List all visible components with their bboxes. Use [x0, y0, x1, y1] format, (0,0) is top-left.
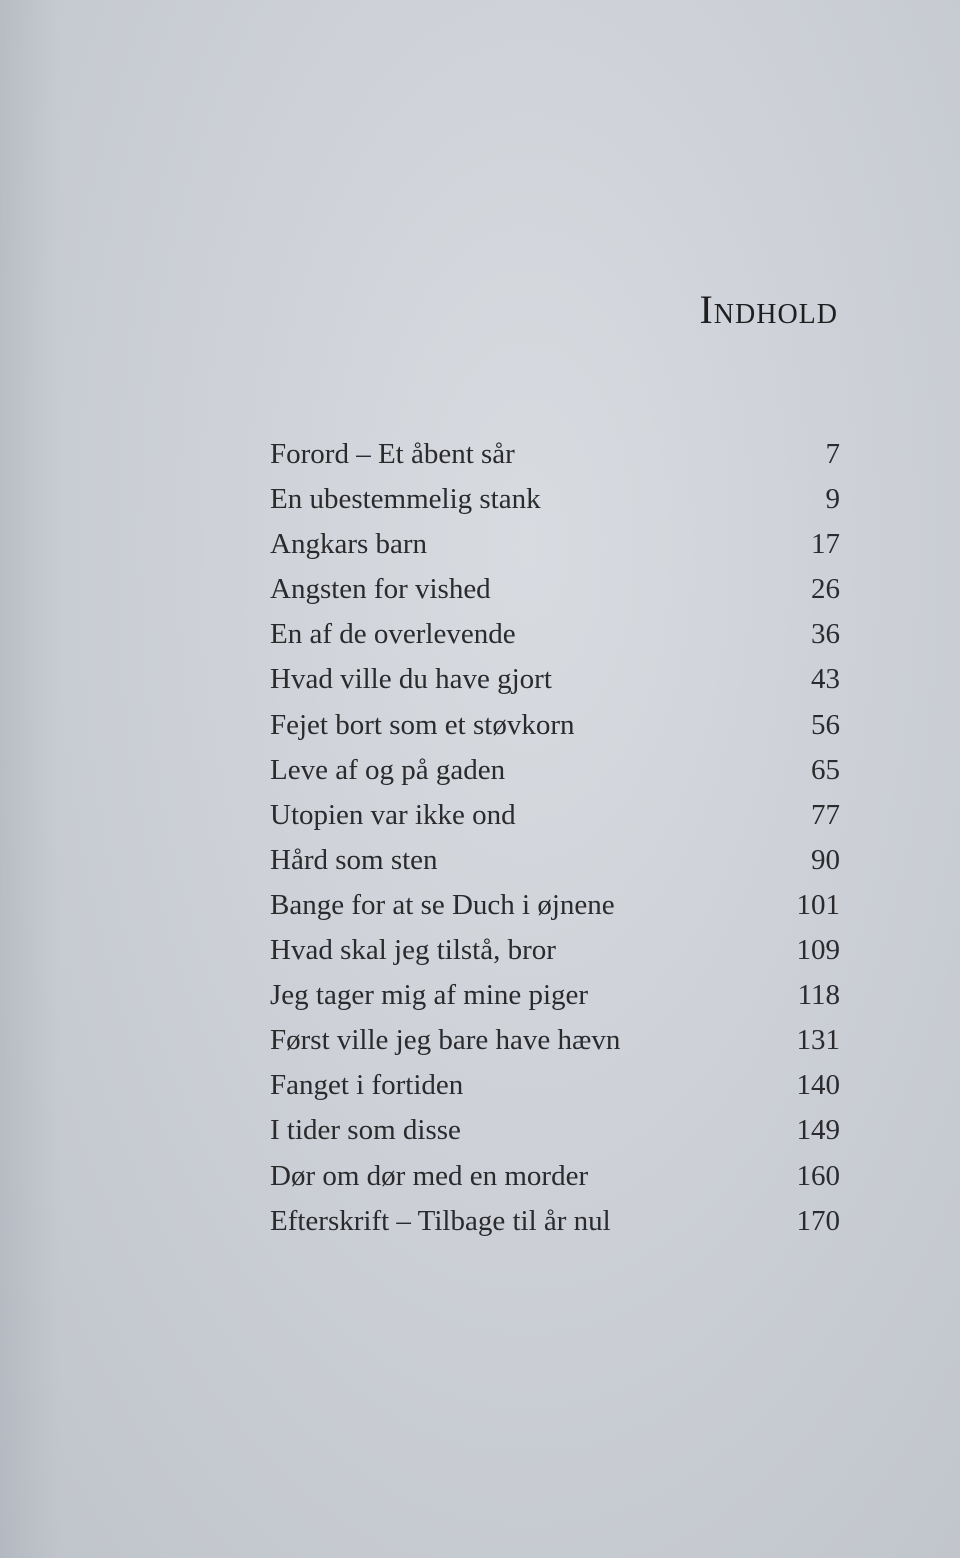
toc-entry-page: 17 [811, 528, 840, 561]
toc-entry-page: 90 [811, 843, 840, 876]
toc-entry-page: 170 [796, 1204, 840, 1237]
toc-entry-page: 101 [796, 888, 840, 921]
toc-entry-page: 131 [796, 1024, 840, 1057]
toc-entry [270, 612, 840, 657]
toc-entry [270, 838, 840, 883]
toc-entry-page: 77 [811, 798, 840, 831]
toc-entry [270, 657, 840, 702]
toc-entry-title: Dør om dør med en morder [270, 1159, 589, 1192]
toc-entry-title: Utopien var ikke ond [270, 798, 516, 831]
toc-entry [270, 1199, 840, 1244]
toc-entry [270, 793, 840, 838]
toc-entry [270, 522, 840, 567]
toc-entry-page: 26 [811, 573, 840, 606]
toc-entry [270, 477, 840, 522]
toc-entry-title: Forord – Et åbent sår [270, 438, 515, 470]
toc-entry-title: Først ville jeg bare have hævn [270, 1024, 621, 1057]
toc-entry-page: 36 [811, 618, 840, 651]
toc-entry-page: 9 [825, 483, 840, 516]
toc-entry [270, 567, 840, 612]
toc-entry [270, 748, 840, 793]
toc-entry-title: Efterskrift – Tilbage til år nul [270, 1204, 611, 1237]
toc-entry-page: 118 [797, 979, 840, 1012]
toc-entry [270, 432, 840, 477]
toc-entry-title: Angkars barn [270, 528, 428, 561]
toc-entry [270, 703, 840, 748]
toc-entry-page: 149 [796, 1114, 840, 1147]
toc-entry-page: 7 [825, 438, 840, 470]
toc-entry-title: Fanget i fortiden [270, 1069, 464, 1102]
toc-entry-page: 109 [796, 934, 840, 967]
toc-entry-title: Fejet bort som et støvkorn [270, 708, 575, 741]
toc-entry-title: Hvad skal jeg tilstå, bror [270, 934, 556, 967]
toc-entry [270, 1063, 840, 1108]
toc-entry-title: Leve af og på gaden [270, 753, 506, 786]
toc-entry-page: 43 [811, 663, 840, 696]
toc-entry-title: Bange for at se Duch i øjnene [270, 888, 615, 921]
toc-entry-page: 65 [811, 753, 840, 786]
toc-entry-title: Jeg tager mig af mine piger [270, 979, 589, 1012]
toc-entry-title: En af de overlevende [270, 618, 516, 651]
toc-entry [270, 1154, 840, 1199]
toc-entry-page: 160 [796, 1159, 840, 1192]
toc-entry-title: Hård som sten [270, 843, 438, 876]
page-title: Indhold [699, 287, 838, 332]
table-of-contents [270, 432, 840, 1244]
toc-entry-title: Angsten for vished [270, 573, 491, 606]
toc-entry-page: 140 [796, 1069, 840, 1102]
toc-entry-page: 56 [811, 708, 840, 741]
toc-entry-title: I tider som disse [270, 1114, 461, 1147]
toc-entry [270, 1018, 840, 1063]
toc-entry-title: Hvad ville du have gjort [270, 663, 552, 696]
toc-entry-title: En ubestemmelig stank [270, 483, 541, 516]
toc-entry [270, 973, 840, 1018]
toc-entry [270, 883, 840, 928]
toc-entry [270, 928, 840, 973]
toc-entry [270, 1108, 840, 1153]
